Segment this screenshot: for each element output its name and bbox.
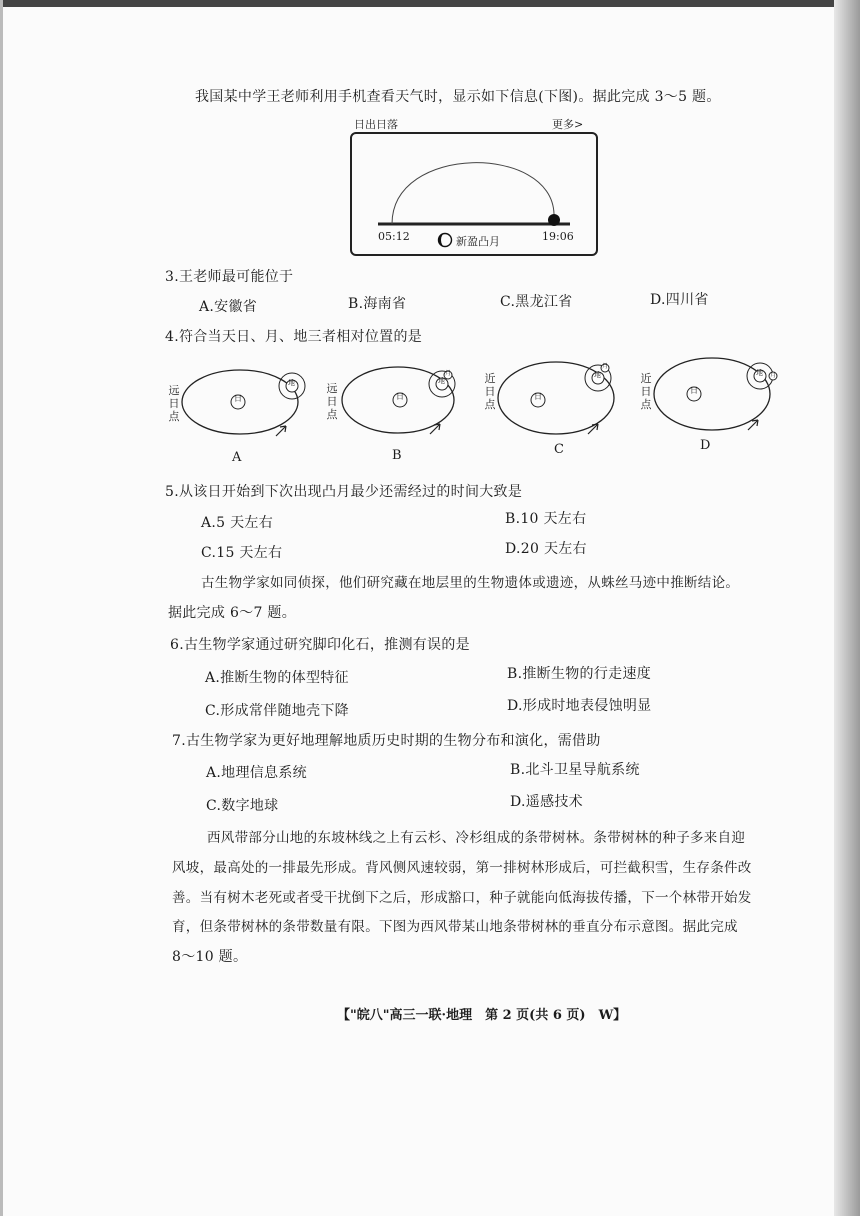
sun-label-a: 日 bbox=[234, 394, 242, 403]
sun-path-arc bbox=[392, 163, 554, 224]
moon-phase-icon bbox=[439, 234, 452, 247]
q4-figure-b[interactable] bbox=[326, 362, 466, 463]
q3-option-b[interactable]: B.海南省 bbox=[348, 296, 407, 312]
aphelion-label-b: 远日点 bbox=[326, 382, 338, 421]
intro-q8-10-line2: 风坡，最高处的一排最先形成。背风侧风速较弱，第一排树林形成后，可拦截积雪，生存条件改 bbox=[172, 860, 752, 876]
q3-option-d[interactable]: D.四川省 bbox=[650, 292, 709, 308]
q5-stem: 5.从该日开始到下次出现凸月最少还需经过的时间大致是 bbox=[165, 484, 523, 500]
earth-label-d: 地 bbox=[756, 369, 763, 377]
q5-option-b[interactable]: B.10 天左右 bbox=[505, 511, 587, 527]
sunrise-sunset-card bbox=[350, 132, 598, 256]
perihelion-label-c: 近日点 bbox=[484, 372, 496, 411]
scan-right-edge bbox=[834, 0, 860, 1216]
q3-option-c[interactable]: C.黑龙江省 bbox=[500, 294, 573, 310]
q6-option-b[interactable]: B.推断生物的行走速度 bbox=[507, 666, 652, 682]
card-title: 日出日落 bbox=[354, 118, 398, 131]
q6-stem: 6.古生物学家通过研究脚印化石，推测有误的是 bbox=[170, 637, 470, 653]
moon-label-b: 月 bbox=[445, 370, 452, 377]
moon-phase-label: 新盈凸月 bbox=[456, 235, 500, 248]
q4-figure-d[interactable] bbox=[640, 352, 790, 452]
sunrise-time: 05:12 bbox=[378, 230, 410, 243]
moon-label-c: 月 bbox=[602, 363, 609, 370]
q7-option-a[interactable]: A.地理信息系统 bbox=[206, 765, 307, 781]
q5-option-c[interactable]: C.15 天左右 bbox=[201, 545, 283, 561]
scan-left-edge bbox=[0, 0, 3, 1216]
figure-letter-d: D bbox=[700, 438, 711, 453]
sunset-time: 19:06 bbox=[542, 230, 574, 243]
figure-letter-a: A bbox=[232, 450, 242, 465]
intro-q8-10-line4: 育，但条带树林的条带数量有限。下图为西风带某山地条带树林的垂直分布示意图。据此完成 bbox=[172, 919, 738, 935]
q3-option-a[interactable]: A.安徽省 bbox=[199, 299, 258, 315]
q4-figure-c[interactable] bbox=[484, 356, 624, 456]
earth-label-a: 地 bbox=[288, 379, 295, 387]
q6-option-a[interactable]: A.推断生物的体型特征 bbox=[205, 670, 349, 686]
intro-q3-5: 我国某中学王老师利用手机查看天气时，显示如下信息(下图)。据此完成 3～5 题。 bbox=[195, 89, 721, 105]
intro-q6-7-line1: 古生物学家如同侦探，他们研究藏在地层里的生物遗体或遗迹，从蛛丝马迹中推断结论。 bbox=[201, 575, 740, 591]
q6-option-c[interactable]: C.形成常伴随地壳下降 bbox=[205, 703, 349, 719]
q7-option-d[interactable]: D.遥感技术 bbox=[510, 794, 583, 810]
intro-q8-10-line5: 8～10 题。 bbox=[172, 949, 248, 965]
card-more-link[interactable]: 更多> bbox=[552, 118, 584, 131]
q4-figure-a[interactable] bbox=[168, 364, 308, 465]
moon-label-d: 月 bbox=[770, 372, 777, 379]
figure-letter-c: C bbox=[554, 442, 564, 457]
intro-q8-10-line1: 西风带部分山地的东坡林线之上有云杉、冷杉组成的条带树林。条带树林的种子多来自迎 bbox=[207, 830, 746, 846]
earth-label-b: 地 bbox=[438, 377, 445, 385]
sun-label-c: 日 bbox=[534, 392, 542, 401]
q7-option-c[interactable]: C.数字地球 bbox=[206, 798, 279, 814]
intro-q8-10-line3: 善。当有树木老死或者受干扰倒下之后，形成豁口，种子就能向低海拔传播，下一个林带开始发 bbox=[172, 890, 752, 906]
sun-position-dot bbox=[548, 214, 560, 226]
q6-option-d[interactable]: D.形成时地表侵蚀明显 bbox=[507, 698, 652, 714]
perihelion-label-d: 近日点 bbox=[640, 372, 652, 411]
q5-option-d[interactable]: D.20 天左右 bbox=[505, 541, 587, 557]
q5-option-a[interactable]: A.5 天左右 bbox=[201, 515, 274, 531]
figure-letter-b: B bbox=[392, 448, 402, 463]
sun-label-d: 日 bbox=[690, 386, 698, 395]
q3-stem: 3.王老师最可能位于 bbox=[165, 269, 294, 285]
page-footer: 【"皖八"高三一联·地理 第 2 页(共 6 页) W】 bbox=[337, 1008, 627, 1023]
sun-label-b: 日 bbox=[396, 392, 404, 401]
scan-top-edge bbox=[0, 0, 860, 7]
aphelion-label-a: 远日点 bbox=[168, 384, 180, 423]
earth-label-c: 地 bbox=[594, 371, 601, 379]
intro-q6-7-line2: 据此完成 6～7 题。 bbox=[168, 605, 297, 621]
q4-stem: 4.符合当天日、月、地三者相对位置的是 bbox=[165, 329, 423, 345]
q7-option-b[interactable]: B.北斗卫星导航系统 bbox=[510, 762, 640, 778]
q7-stem: 7.古生物学家为更好地理解地质历史时期的生物分布和演化，需借助 bbox=[172, 733, 601, 749]
